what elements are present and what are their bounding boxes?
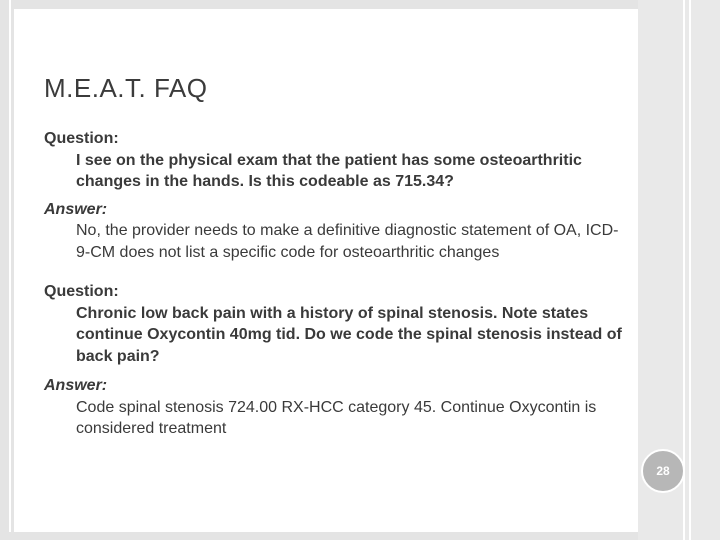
question-label: Question: xyxy=(44,283,119,300)
answer-text: Code spinal stenosis 724.00 RX-HCC category 45. Continue Oxycontin is considered treatment xyxy=(76,398,597,437)
answer-text: No, the provider needs to make a definitive diagnostic statement of OA, ICD-9-CM does not list a specific code for osteoarthritic changes xyxy=(76,222,619,261)
slide-title: M.E.A.T. FAQ xyxy=(44,73,208,103)
answer-block xyxy=(44,375,629,440)
slide-content xyxy=(44,128,629,440)
slide-number-badge: 28 xyxy=(641,449,685,493)
right-bar-line xyxy=(689,0,691,540)
answer-block xyxy=(44,199,629,264)
question-block xyxy=(44,281,629,367)
top-border xyxy=(0,0,720,9)
question-label: Question: xyxy=(44,130,119,147)
question-text: Chronic low back pain with a history of spinal stenosis. Note states continue Oxycontin 40mg tid. Do we code the spinal stenosis instead of back pain? xyxy=(76,304,622,365)
left-border-line xyxy=(9,0,11,540)
question-text: I see on the physical exam that the patient has some osteoarthritic changes in the hands. Is this codeable as 715.34? xyxy=(76,151,582,190)
left-border xyxy=(0,0,14,540)
answer-label: Answer: xyxy=(44,200,108,218)
question-block xyxy=(44,128,629,193)
answer-label: Answer: xyxy=(44,377,108,394)
right-bar-line xyxy=(683,0,685,540)
bottom-border xyxy=(0,532,720,540)
